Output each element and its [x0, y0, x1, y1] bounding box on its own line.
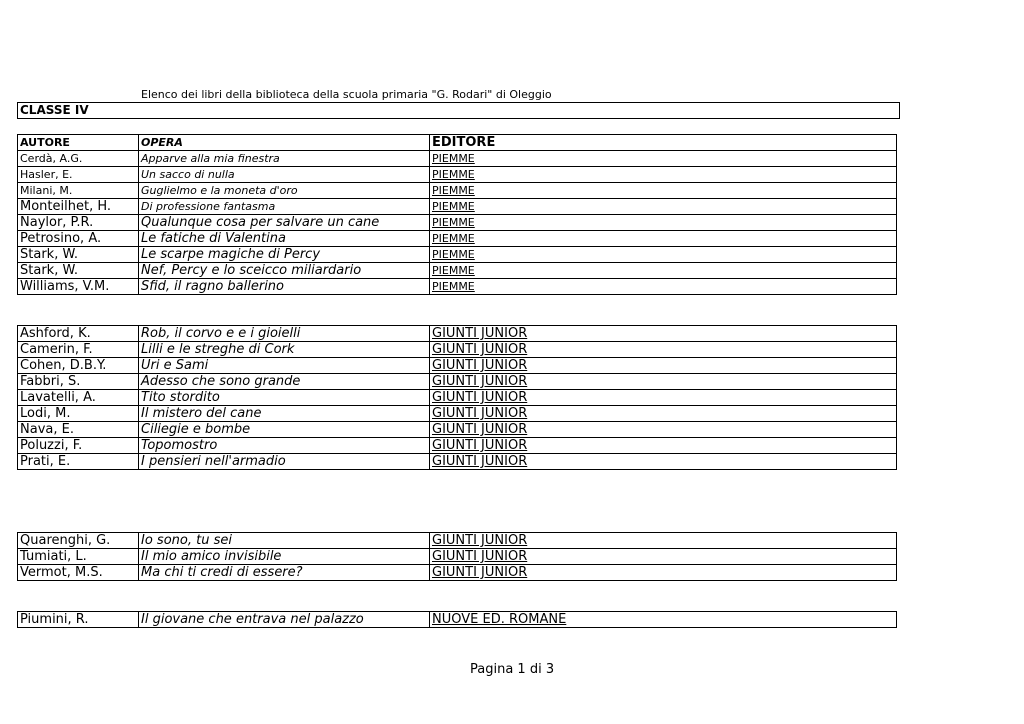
autore-cell: Petrosino, A.: [18, 231, 139, 247]
opera-cell: Adesso che sono grande: [139, 374, 430, 390]
editore-cell: GIUNTI JUNIOR: [430, 342, 897, 358]
opera-cell: Sfid, il ragno ballerino: [139, 279, 430, 295]
header-editore: EDITORE: [430, 135, 897, 151]
table-row: [18, 247, 897, 263]
editore-cell: GIUNTI JUNIOR: [430, 533, 897, 549]
table-row: [18, 326, 897, 342]
opera-cell: Tito stordito: [139, 390, 430, 406]
editore-cell: PIEMME: [430, 247, 897, 263]
editore-cell: GIUNTI JUNIOR: [430, 326, 897, 342]
opera-cell: Il giovane che entrava nel palazzo: [139, 612, 430, 628]
table-row: [18, 263, 897, 279]
table-row: [18, 215, 897, 231]
autore-cell: Prati, E.: [18, 454, 139, 470]
autore-cell: Vermot, M.S.: [18, 565, 139, 581]
table-row: [18, 422, 897, 438]
opera-cell: Di professione fantasma: [139, 199, 430, 215]
header-autore: AUTORE: [18, 135, 139, 151]
table-row: [18, 183, 897, 199]
table-row: [18, 454, 897, 470]
editore-cell: GIUNTI JUNIOR: [430, 390, 897, 406]
opera-cell: Nef, Percy e lo sceicco miliardario: [139, 263, 430, 279]
autore-cell: Piumini, R.: [18, 612, 139, 628]
table-row: [18, 167, 897, 183]
class-heading: CLASSE IV: [17, 102, 900, 119]
autore-cell: Fabbri, S.: [18, 374, 139, 390]
table-row: [18, 374, 897, 390]
opera-cell: Rob, il corvo e e i gioielli: [139, 326, 430, 342]
autore-cell: Naylor, P.R.: [18, 215, 139, 231]
autore-cell: Cerdà, A.G.: [18, 151, 139, 167]
opera-cell: Le scarpe magiche di Percy: [139, 247, 430, 263]
opera-cell: Qualunque cosa per salvare un cane: [139, 215, 430, 231]
autore-cell: Cohen, D.B.Y.: [18, 358, 139, 374]
editore-cell: GIUNTI JUNIOR: [430, 358, 897, 374]
opera-cell: Ciliegie e bombe: [139, 422, 430, 438]
header-opera: OPERA: [139, 135, 430, 151]
editore-cell: GIUNTI JUNIOR: [430, 549, 897, 565]
opera-cell: Topomostro: [139, 438, 430, 454]
opera-cell: Io sono, tu sei: [139, 533, 430, 549]
autore-cell: Tumiati, L.: [18, 549, 139, 565]
opera-cell: Ma chi ti credi di essere?: [139, 565, 430, 581]
autore-cell: Hasler, E.: [18, 167, 139, 183]
opera-cell: Uri e Sami: [139, 358, 430, 374]
opera-cell: Un sacco di nulla: [139, 167, 430, 183]
document-title: Elenco dei libri della biblioteca della scuola primaria "G. Rodari" di Oleggio: [141, 88, 552, 101]
editore-cell: PIEMME: [430, 199, 897, 215]
autore-cell: Quarenghi, G.: [18, 533, 139, 549]
table-row: [18, 406, 897, 422]
autore-cell: Milani, M.: [18, 183, 139, 199]
editore-cell: PIEMME: [430, 215, 897, 231]
autore-cell: Poluzzi, F.: [18, 438, 139, 454]
opera-cell: Apparve alla mia finestra: [139, 151, 430, 167]
autore-cell: Williams, V.M.: [18, 279, 139, 295]
book-table-piemme: [17, 134, 897, 295]
opera-cell: Il mio amico invisibile: [139, 549, 430, 565]
opera-cell: Il mistero del cane: [139, 406, 430, 422]
table-row: [18, 231, 897, 247]
editore-cell: PIEMME: [430, 183, 897, 199]
page-number: Pagina 1 di 3: [470, 662, 555, 677]
table-row: [18, 342, 897, 358]
editore-cell: PIEMME: [430, 263, 897, 279]
table-row: [18, 358, 897, 374]
editore-cell: PIEMME: [430, 231, 897, 247]
opera-cell: Le fatiche di Valentina: [139, 231, 430, 247]
opera-cell: Guglielmo e la moneta d'oro: [139, 183, 430, 199]
autore-cell: Stark, W.: [18, 247, 139, 263]
editore-cell: GIUNTI JUNIOR: [430, 565, 897, 581]
autore-cell: Ashford, K.: [18, 326, 139, 342]
editore-cell: PIEMME: [430, 279, 897, 295]
table-row: [18, 199, 897, 215]
editore-cell: GIUNTI JUNIOR: [430, 374, 897, 390]
autore-cell: Lodi, M.: [18, 406, 139, 422]
editore-cell: PIEMME: [430, 167, 897, 183]
editore-cell: GIUNTI JUNIOR: [430, 422, 897, 438]
opera-cell: Lilli e le streghe di Cork: [139, 342, 430, 358]
table-row: [18, 612, 897, 628]
table-row: [18, 549, 897, 565]
autore-cell: Monteilhet, H.: [18, 199, 139, 215]
editore-cell: GIUNTI JUNIOR: [430, 454, 897, 470]
editore-cell: NUOVE ED. ROMANE: [430, 612, 897, 628]
autore-cell: Lavatelli, A.: [18, 390, 139, 406]
table-row: [18, 279, 897, 295]
book-table-nuove-ed-romane: [17, 611, 897, 628]
autore-cell: Camerin, F.: [18, 342, 139, 358]
table-row: [18, 151, 897, 167]
book-table-giunti-1: [17, 325, 897, 470]
book-table-giunti-2: [17, 532, 897, 581]
table-row: [18, 390, 897, 406]
table-row: [18, 533, 897, 549]
table-row: [18, 438, 897, 454]
autore-cell: Nava, E.: [18, 422, 139, 438]
autore-cell: Stark, W.: [18, 263, 139, 279]
table-row: [18, 565, 897, 581]
editore-cell: GIUNTI JUNIOR: [430, 406, 897, 422]
table-header-row: [18, 135, 897, 151]
editore-cell: GIUNTI JUNIOR: [430, 438, 897, 454]
opera-cell: I pensieri nell'armadio: [139, 454, 430, 470]
editore-cell: PIEMME: [430, 151, 897, 167]
